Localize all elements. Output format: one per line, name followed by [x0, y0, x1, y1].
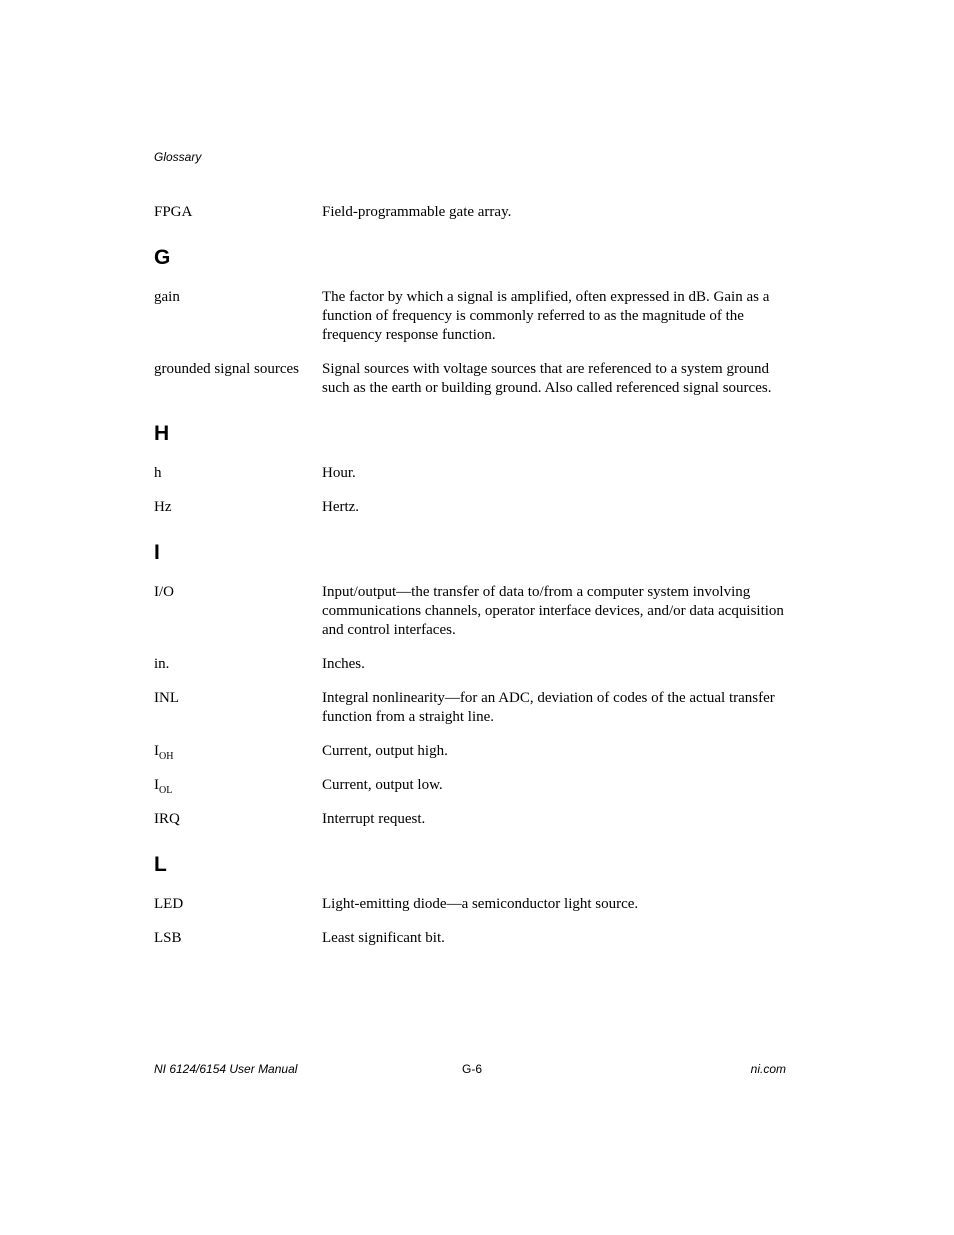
section-letter-g: G: [154, 246, 171, 269]
glossary-entry: [154, 895, 794, 914]
section-letter-h: H: [154, 422, 170, 445]
glossary-entry: [154, 742, 794, 761]
glossary-term: LED: [154, 896, 184, 912]
glossary-term: h: [154, 465, 162, 481]
glossary-definition: Hour.: [322, 465, 356, 481]
glossary-term: gain: [154, 289, 180, 305]
glossary-term: grounded signal sources: [154, 361, 299, 377]
glossary-entry: [154, 203, 794, 222]
term-base: I: [154, 743, 159, 759]
glossary-definition: Current, output low.: [322, 777, 443, 793]
glossary-definition: Integral nonlinearity—for an ADC, deviation of codes of the actual transfer function from a straight line.: [322, 690, 775, 725]
glossary-term: [154, 742, 322, 761]
glossary-entry: [154, 776, 794, 795]
term-subscript: OH: [159, 751, 174, 762]
glossary-entry: [154, 655, 794, 674]
glossary-entry: [154, 689, 794, 727]
glossary-definition: Input/output—the transfer of data to/from a computer system involving communications channels, operator interface devices, and/or data acquisition and control interfaces.: [322, 584, 784, 638]
glossary-term: in.: [154, 656, 170, 672]
glossary-content: [154, 203, 794, 963]
glossary-entry: [154, 498, 794, 517]
glossary-definition: Hertz.: [322, 499, 360, 515]
glossary-entry: [154, 583, 794, 640]
glossary-term: [154, 776, 322, 795]
glossary-entry: [154, 288, 794, 345]
running-header: Glossary: [154, 150, 202, 164]
section-letter-i: I: [154, 541, 160, 564]
glossary-entry: [154, 929, 794, 948]
glossary-definition: Interrupt request.: [322, 811, 426, 827]
glossary-definition: Inches.: [322, 656, 365, 672]
term-base: I: [154, 777, 159, 793]
glossary-definition: Light-emitting diode—a semiconductor light source.: [322, 896, 639, 912]
glossary-entry: [154, 464, 794, 483]
glossary-term: INL: [154, 690, 179, 706]
section-letter-l: L: [154, 853, 167, 876]
glossary-entry: [154, 360, 794, 398]
glossary-term: FPGA: [154, 204, 193, 220]
glossary-definition: Field-programmable gate array.: [322, 204, 512, 220]
glossary-term: IRQ: [154, 811, 180, 827]
glossary-term: Hz: [154, 499, 172, 515]
glossary-definition: Least significant bit.: [322, 930, 445, 946]
glossary-term: LSB: [154, 930, 182, 946]
glossary-definition: The factor by which a signal is amplified, often expressed in dB. Gain as a function of frequency is commonly referred to as the magnitude of the frequency response function.: [322, 289, 770, 343]
glossary-definition: Current, output high.: [322, 743, 448, 759]
glossary-definition: Signal sources with voltage sources that are referenced to a system ground such as the earth or building ground. Also called referenced signal sources.: [322, 361, 772, 396]
footer-manual-title: NI 6124/6154 User Manual: [154, 1062, 298, 1076]
term-subscript: OL: [159, 785, 173, 796]
footer-website: ni.com: [750, 1062, 786, 1076]
footer-page-number: G-6: [462, 1062, 483, 1076]
glossary-entry: [154, 810, 794, 829]
glossary-term: I/O: [154, 584, 174, 600]
